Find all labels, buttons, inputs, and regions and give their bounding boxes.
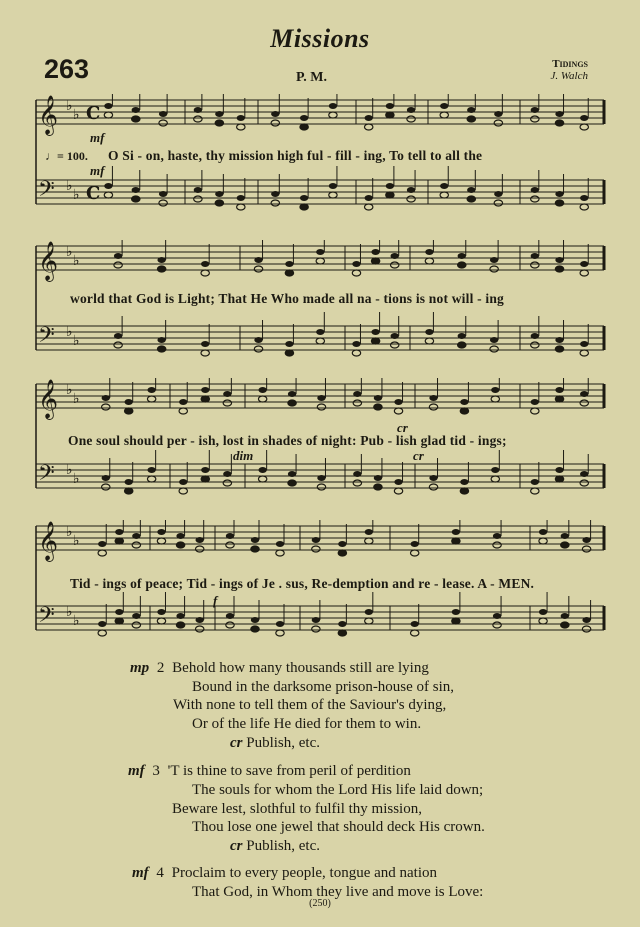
verse-text: Behold how many thousands still are lying bbox=[172, 660, 429, 676]
composer-name: J. Walch bbox=[550, 70, 588, 82]
svg-text:𝄢: 𝄢 bbox=[38, 177, 55, 207]
verse-dynamic: cr bbox=[230, 838, 243, 854]
verse-2-line-4: Or of the life He died for them to win. bbox=[192, 716, 422, 732]
verse-2-line-2: Bound in the darksome prison-house of sin, bbox=[192, 679, 455, 695]
svg-text:♭: ♭ bbox=[73, 471, 80, 487]
svg-text:♭: ♭ bbox=[73, 253, 80, 269]
svg-text:♭: ♭ bbox=[73, 533, 80, 549]
svg-text:♭: ♭ bbox=[66, 244, 73, 260]
page-number: (250) bbox=[309, 898, 331, 909]
refrain-text: Publish, etc. bbox=[246, 838, 320, 854]
lyric-line-4: Tid - ings of peace; Tid - ings of Je . sus, Re-demption and re - lease. A - MEN. bbox=[70, 576, 535, 591]
hymn-number: 263 bbox=[44, 54, 90, 84]
svg-text:𝄢: 𝄢 bbox=[38, 323, 55, 353]
svg-text:𝄞: 𝄞 bbox=[38, 95, 59, 135]
dynamic-mark: mf bbox=[90, 163, 105, 178]
tune-name: Tidings bbox=[552, 58, 588, 70]
svg-text:♭: ♭ bbox=[66, 382, 73, 398]
dynamic-mark: dim bbox=[233, 448, 254, 463]
svg-text:𝄢: 𝄢 bbox=[38, 603, 55, 633]
svg-text:♭: ♭ bbox=[73, 333, 80, 349]
lyric-line-1: O Si - on, haste, thy mission high ful - fill - ing, To tell to all the bbox=[108, 148, 483, 163]
verse-3-refrain bbox=[230, 838, 320, 855]
svg-text:♭: ♭ bbox=[66, 324, 73, 340]
svg-text:♭: ♭ bbox=[66, 462, 73, 478]
svg-text:♭: ♭ bbox=[73, 391, 80, 407]
verse-text: Proclaim to every people, tongue and nation bbox=[171, 865, 438, 881]
verse-2-refrain bbox=[230, 735, 320, 752]
verse-text: 'T is thine to save from peril of perdition bbox=[167, 763, 411, 779]
verse-dynamic: mp bbox=[130, 660, 150, 676]
tempo-marking: ♩= 100. bbox=[45, 149, 88, 163]
svg-text:𝄞: 𝄞 bbox=[38, 241, 59, 281]
verse-4-line-2: That God, in Whom they live and move is Love: bbox=[192, 884, 484, 900]
svg-text:♭: ♭ bbox=[73, 613, 80, 629]
svg-text:♭: ♭ bbox=[66, 524, 73, 540]
verse-number: 3 bbox=[152, 763, 160, 779]
lyric-line-3: One soul should per - ish, lost in shades of night: Pub - lish glad tid - ings; bbox=[68, 433, 507, 448]
refrain-text: Publish, etc. bbox=[246, 735, 320, 751]
meter-label: P. M. bbox=[296, 70, 327, 85]
svg-text:𝄞: 𝄞 bbox=[38, 521, 59, 561]
verse-2-line-3: With none to tell them of the Saviour's dying, bbox=[173, 697, 447, 713]
verse-3-line-4: Thou lose one jewel that should deck His crown. bbox=[192, 819, 485, 835]
verse-number: 2 bbox=[156, 660, 165, 676]
verse-3-line-1 bbox=[128, 763, 411, 780]
verse-2-line-1 bbox=[130, 660, 429, 677]
verse-dynamic: mf bbox=[132, 865, 149, 881]
svg-text:C: C bbox=[86, 103, 101, 124]
svg-text:♭: ♭ bbox=[73, 107, 80, 123]
verse-dynamic: mf bbox=[128, 763, 145, 779]
verse-3-line-3: Beware lest, slothful to fulfil thy mission, bbox=[172, 801, 422, 817]
verse-4-line-1 bbox=[132, 865, 437, 882]
svg-text:♭: ♭ bbox=[66, 98, 73, 114]
verse-3-line-2: The souls for whom the Lord His life laid down; bbox=[192, 782, 484, 798]
svg-text:♭: ♭ bbox=[66, 178, 73, 194]
page-title: Missions bbox=[270, 24, 370, 53]
dynamic-mark: cr bbox=[413, 448, 424, 463]
svg-text:♭: ♭ bbox=[73, 187, 80, 203]
dynamic-mark: f bbox=[213, 593, 218, 608]
svg-text:C: C bbox=[86, 183, 101, 204]
verse-dynamic: cr bbox=[230, 735, 243, 751]
svg-text:𝄢: 𝄢 bbox=[38, 461, 55, 491]
dynamic-mark: cr bbox=[397, 420, 408, 435]
svg-text:𝄞: 𝄞 bbox=[38, 379, 59, 419]
verse-number: 4 bbox=[156, 865, 164, 881]
dynamic-mark: mf bbox=[90, 130, 105, 145]
svg-text:♭: ♭ bbox=[66, 604, 73, 620]
lyric-line-2: world that God is Light; That He Who made all na - tions is not will - ing bbox=[70, 291, 504, 306]
